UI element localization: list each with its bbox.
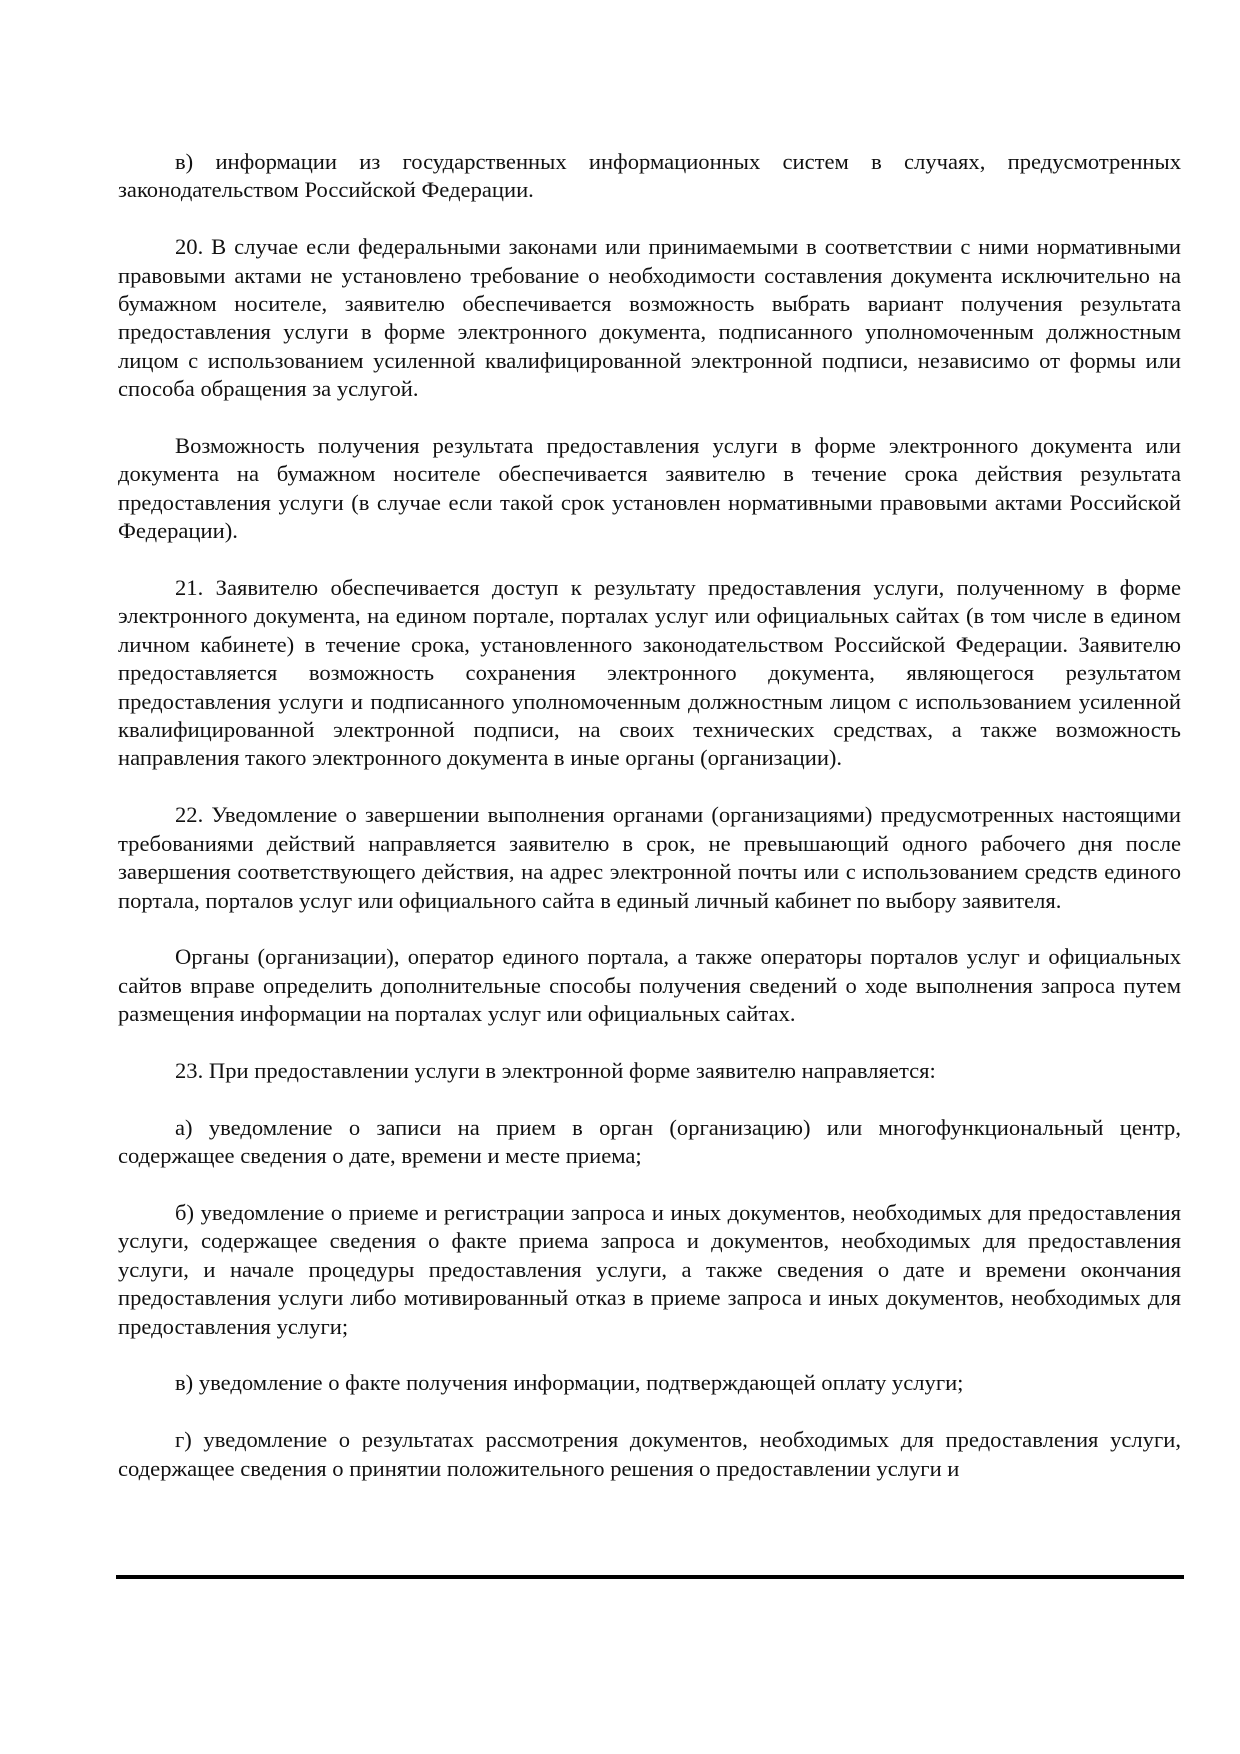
paragraph-20-possibility: Возможность получения результата предоставления услуги в форме электронного документа или документа на бумажном носителе обеспечивается заявителю в течение срока действия результата предоставления услуги (в случае если такой срок установлен нормативными правовыми актами Российской Федерации). [118,433,1181,544]
paragraph-22-organs: Органы (организации), оператор единого портала, а также операторы порталов услуг и официальных сайтов вправе определить дополнительные способы получения сведений о ходе выполнения запроса путем размещения информации на порталах услуг или официальных сайтах. [118,944,1181,1027]
footer-rule-divider [116,1575,1184,1579]
paragraph-20: 20. В случае если федеральными законами или принимаемыми в соответствии с ними нормативными правовыми актами не установлено требование о необходимости составления документа исключительно на бумажном носителе, заявителю обеспечивается возможность выбрать вариант получения результата предоставления услуги в форме электронного документа, подписанного уполномоченным должностным лицом с использованием усиленной квалифицированной электронной подписи, независимо от формы или способа обращения за услугой. [118,234,1181,402]
paragraph-23-g: г) уведомление о результатах рассмотрения документов, необходимых для предоставления услуги, содержащее сведения о принятии положительного решения о предоставлении услуги и [118,1427,1181,1481]
paragraph-23: 23. При предоставлении услуги в электронной форме заявителю направляется: [175,1057,936,1083]
paragraph-23-a: а) уведомление о записи на прием в орган (организацию) или многофункциональный центр, содержащее сведения о дате, времени и месте приема; [118,1114,1181,1169]
paragraph-23-b: б) уведомление о приеме и регистрации запроса и иных документов, необходимых для предоставления услуги, содержащее сведения о факте приема запроса и документов, необходимых для предоставления услуги, и начале процедуры предоставления услуги, а также сведения о дате и времени окончания предоставления услуги либо мотивированный отказ в приеме запроса и иных документов, необходимых для предоставления услуги; [118,1199,1181,1339]
paragraph-22: 22. Уведомление о завершении выполнения органами (организациями) предусмотренных настоящими требованиями действий направляется заявителю в срок, не превышающий одного рабочего дня после завершения соответствующего действия, на адрес электронной почты или с использованием средств единого портала, порталов услуг или официального сайта в единый личный кабинет по выбору заявителя. [118,802,1181,913]
document-page [118,148,1181,1511]
paragraph-23-v: в) уведомление о факте получения информации, подтверждающей оплату услуги; [175,1370,964,1396]
paragraph-21: 21. Заявителю обеспечивается доступ к результату предоставления услуги, полученному в форме электронного документа, на едином портале, порталах услуг или официальных сайтах (в том числе в едином личном кабинете) в течение срока, установленного законодательством Российской Федерации. Заявителю предоставляется возможность сохранения электронного документа, являющегося результатом предоставления услуги и подписанного уполномоченным должностным лицом с использованием усиленной квалифицированной электронной подписи, на своих технических средствах, а также возможность направления такого электронного документа в иные органы (организации). [118,575,1181,771]
paragraph-v-info: в) информации из государственных информационных систем в случаях, предусмотренных законодательством Российской Федерации. [118,149,1181,203]
